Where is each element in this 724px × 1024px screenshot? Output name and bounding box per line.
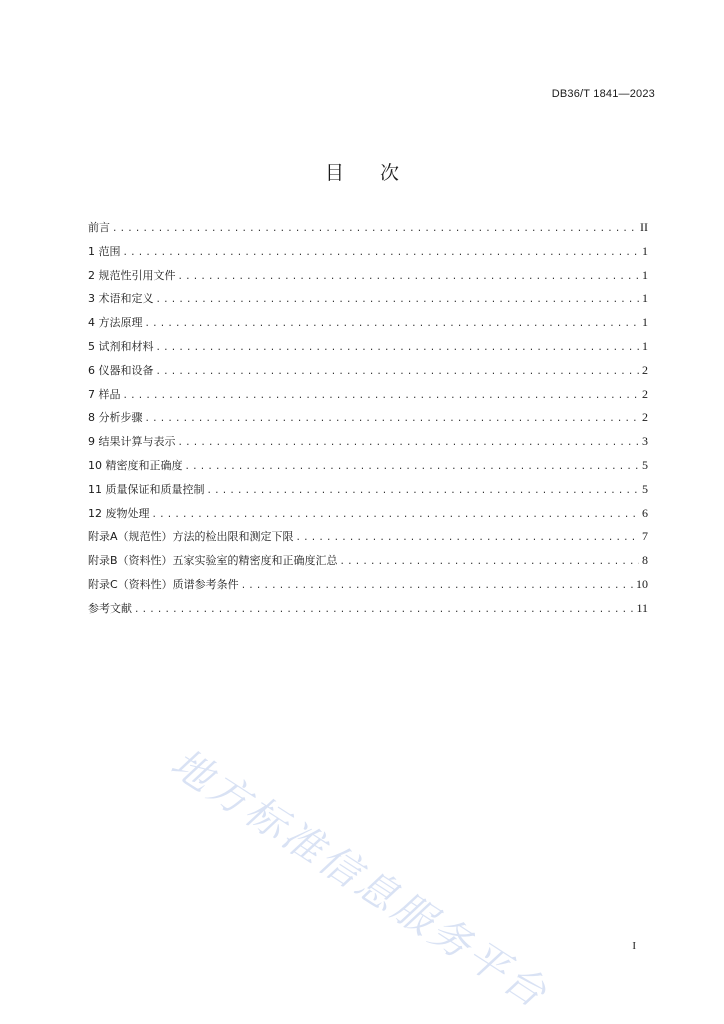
toc-entry-label: 9 结果计算与表示 xyxy=(88,435,176,449)
toc-entry-page: 11 xyxy=(636,600,648,615)
toc-entry-label: 4 方法原理 xyxy=(88,316,143,330)
toc-entry-terms[interactable] xyxy=(88,289,648,313)
toc-entry-label: 11 质量保证和质量控制 xyxy=(88,482,205,496)
toc-entry-label: 10 精密度和正确度 xyxy=(88,458,183,472)
toc-title xyxy=(0,158,724,185)
dot-leader xyxy=(156,363,640,381)
toc-entry-page: 8 xyxy=(642,553,648,568)
toc-entry-page: 7 xyxy=(642,529,648,544)
dot-leader xyxy=(123,387,640,405)
toc-entry-quality-control[interactable] xyxy=(88,480,648,504)
toc-entry-label: 2 规范性引用文件 xyxy=(88,268,176,282)
toc-entry-instruments[interactable] xyxy=(88,361,648,385)
toc-entry-label: 3 术语和定义 xyxy=(88,292,154,306)
toc-entry-scope[interactable] xyxy=(88,242,648,266)
toc-title-char-1: 目 xyxy=(324,162,344,184)
dot-leader xyxy=(207,482,640,500)
toc-entry-label: 前言 xyxy=(88,221,110,234)
toc-entry-label: 5 试剂和材料 xyxy=(88,339,154,353)
toc-entry-procedure[interactable] xyxy=(88,408,648,432)
toc-entry-page: 10 xyxy=(636,576,648,591)
toc-entry-label: 附录B（资料性）五家实验室的精密度和正确度汇总 xyxy=(88,554,338,568)
dot-leader xyxy=(340,553,639,571)
page-number: I xyxy=(632,940,636,952)
watermark: 地方标准信息服务平台 xyxy=(162,740,557,1019)
toc-entry-label: 7 样品 xyxy=(88,387,121,401)
toc-list xyxy=(88,218,648,623)
dot-leader xyxy=(156,339,640,357)
toc-entry-label: 1 范围 xyxy=(88,244,121,258)
dot-leader xyxy=(156,291,640,309)
toc-entry-page: 1 xyxy=(642,338,648,353)
toc-entry-page: 2 xyxy=(642,362,648,377)
toc-entry-page: 1 xyxy=(642,243,648,258)
toc-entry-page: 5 xyxy=(642,457,648,472)
toc-entry-annex-b[interactable] xyxy=(88,551,648,575)
toc-entry-page: II xyxy=(640,220,648,234)
toc-entry-calculation[interactable] xyxy=(88,432,648,456)
toc-entry-page: 1 xyxy=(642,315,648,330)
toc-entry-normative-references[interactable] xyxy=(88,266,648,290)
toc-entry-principle[interactable] xyxy=(88,313,648,337)
dot-leader xyxy=(152,506,640,524)
dot-leader xyxy=(178,434,640,452)
toc-entry-page: 3 xyxy=(642,434,648,449)
toc-entry-page: 1 xyxy=(642,267,648,282)
toc-entry-precision[interactable] xyxy=(88,456,648,480)
dot-leader xyxy=(296,529,639,547)
dot-leader xyxy=(185,458,640,476)
dot-leader xyxy=(241,577,633,595)
toc-entry-annex-a[interactable] xyxy=(88,527,648,551)
toc-title-char-2: 次 xyxy=(380,162,400,184)
toc-entry-page: 2 xyxy=(642,386,648,401)
toc-entry-label: 12 废物处理 xyxy=(88,506,150,520)
toc-entry-label: 参考文献 xyxy=(88,601,132,615)
standard-code: DB36/T 1841—2023 xyxy=(551,88,655,100)
toc-entry-page: 1 xyxy=(642,291,648,306)
dot-leader xyxy=(134,601,633,619)
toc-entry-foreword[interactable] xyxy=(88,218,648,242)
toc-entry-annex-c[interactable] xyxy=(88,575,648,599)
dot-leader xyxy=(178,268,640,286)
toc-entry-label: 附录A（规范性）方法的检出限和测定下限 xyxy=(88,530,294,544)
toc-entry-samples[interactable] xyxy=(88,385,648,409)
toc-entry-label: 6 仪器和设备 xyxy=(88,363,154,377)
dot-leader xyxy=(123,244,640,262)
toc-entry-waste[interactable] xyxy=(88,504,648,528)
toc-entry-page: 5 xyxy=(642,481,648,496)
dot-leader xyxy=(145,315,640,333)
toc-entry-page: 2 xyxy=(642,410,648,425)
dot-leader xyxy=(145,410,640,428)
toc-entry-reagents[interactable] xyxy=(88,337,648,361)
toc-entry-page: 6 xyxy=(642,505,648,520)
dot-leader xyxy=(112,220,637,238)
toc-entry-bibliography[interactable] xyxy=(88,599,648,623)
toc-entry-label: 8 分析步骤 xyxy=(88,411,143,425)
toc-entry-label: 附录C（资料性）质谱参考条件 xyxy=(88,577,239,591)
